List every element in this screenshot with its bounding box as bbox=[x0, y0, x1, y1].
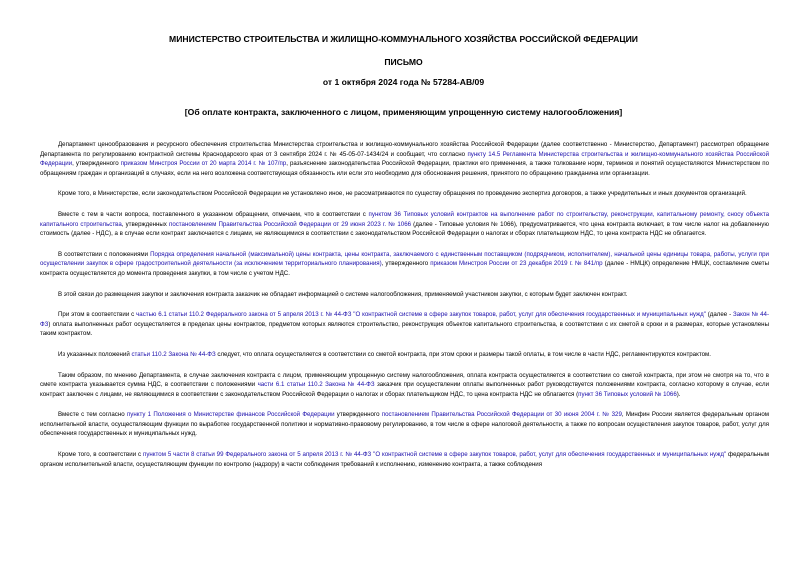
paragraph bbox=[40, 371, 769, 400]
paragraph-text: заказчик при осуществлении оплаты выполненных работ руководствуется положениями контракта, согласно которому в случае, если контракт заключен с лицами, не являющимися в соответствии с законодательством Российской Федерации о налогах и сборах плательщиком НДС, то цена контракта НДС не облагается ( bbox=[40, 381, 770, 398]
paragraph-text: Кроме того, в Министерстве, если законодательством Российской Федерации не установлено иное, не рассматриваются по существу обращения по проведению экспертиз договоров, а также учредительных и иных документов организаций. bbox=[58, 190, 747, 198]
paragraph-text: , разъяснение законодательства Российской Федерации, практики его применения, а также толкование норм, терминов и понятий осуществляются Министерством по обращениям граждан и организаций в случаях, если на него возложена соответствующая обязанность или если это необходимо для обоснования решения, принятого по обращению гражданина или организации. bbox=[40, 160, 769, 177]
paragraph-text: (далее - НМЦК) определение НМЦК, составление сметы контракта осуществляется до момента проведения закупки, в том числе с учетом НДС. bbox=[40, 260, 769, 277]
document-link[interactable]: приказом Минстроя России от 23 декабря 2019 г. № 841/пр bbox=[430, 260, 603, 268]
document-date-number: от 1 октября 2024 года № 57284-АВ/09 bbox=[322, 77, 485, 87]
document-link[interactable]: частью 6.1 статьи 110.2 Федерального закона от 5 апреля 2013 г. № 44-ФЗ "О контрактной системе в сфере закупок товаров, работ, услуг для обеспечения государственных и муниципальных нужд" bbox=[136, 311, 706, 319]
paragraph-text: (далее - Типовые условия № 1066), предусматривается, что цена контракта включает, в том числе налог на добавленную стоимость (далее - НДС), а в случае если контракт заключается с лицами, не являющимися в соответствии с законодательством Российской Федерации о налогах и сборах плательщиком НДС, то цена контракта НДС не облагается. bbox=[40, 220, 769, 238]
paragraph bbox=[40, 189, 769, 199]
paragraph-text: В соответствии с положениями bbox=[58, 250, 151, 258]
document-link[interactable]: постановлением Правительства Российской Федерации от 29 июня 2023 г. № 1066 bbox=[169, 220, 412, 228]
document-type: ПИСЬМО bbox=[384, 57, 423, 67]
paragraph-text: , утвержденного bbox=[72, 160, 121, 168]
paragraph-text: ) оплата выполненных работ осуществляется в пределах цены контрактов, предметом которых являются строительство, реконструкция объектов капитального строительства, в соответствии с их сметой в сроки и в размерах, которые установлены таким контрактом. bbox=[40, 320, 769, 338]
paragraph bbox=[40, 290, 769, 300]
document-link[interactable]: пунктом 36 Типовых условий контрактов на выполнение работ по строительству, реконструкции, капитальному ремонту, сносу объекта капитального строительства bbox=[40, 210, 769, 228]
document-link[interactable]: пункту 1 Положения о Министерстве финансов Российской Федерации bbox=[126, 411, 335, 419]
document-link[interactable]: Закон № 44-ФЗ bbox=[40, 311, 770, 328]
paragraph-text: федеральным органом исполнительной власти, осуществляющим функции по контролю (надзору) в части соблюдения требований к исполнению, изменению контракта, а также соблюдения bbox=[40, 451, 769, 468]
document-link[interactable]: постановлением Правительства Российской Федерации от 30 июня 2004 г. № 329 bbox=[381, 411, 622, 419]
paragraph bbox=[40, 310, 769, 339]
paragraph-text: , утвержденного bbox=[381, 260, 431, 268]
paragraph-text: следует, что оплата осуществляется в соответствии со сметой контракта, при этом сроки и размеры такой оплаты, в том числе в части НДС, регламентируются контрактом. bbox=[215, 350, 711, 358]
paragraph-text: утвержденного bbox=[334, 411, 382, 419]
paragraph bbox=[40, 350, 769, 360]
paragraph-text: (далее - bbox=[705, 311, 733, 319]
document-link[interactable]: пункт 36 Типовых условий № 1066 bbox=[578, 390, 677, 398]
document-link[interactable]: приказом Минстроя России от 20 марта 2014 г. № 107/пр bbox=[120, 160, 287, 168]
paragraph-text: , Минфин России является федеральным органом исполнительной власти, осуществляющим функции по выработке государственной политики и нормативно-правовому регулированию, в том числе в сфере налоговой деятельности, а также по вопросам осуществления закупок товаров, работ, услуг для обеспечения государственных и муниципальных нужд. bbox=[40, 411, 769, 438]
paragraph bbox=[40, 250, 769, 279]
document-link[interactable]: пунктом 5 части 8 статьи 99 Федерального закона от 5 апреля 2013 г. № 44-ФЗ "О контрактной системе в сфере закупок товаров, работ, услуг для обеспечения государственных и муниципальных нужд" bbox=[143, 451, 727, 459]
document-link[interactable]: пункту 14.5 Регламента Министерства строительства и жилищно-коммунального хозяйства Российской Федерации bbox=[40, 150, 769, 168]
paragraph-text: Таким образом, по мнению Департамента, в случае заключения контракта с лицом, применяющим упрощенную систему налогообложения, оплата контракта осуществляется в соответствии со сметой контракта, при этом не смотря на то, что в смете контракта указывается сумма НДС, в соответствии с положениями bbox=[40, 371, 769, 389]
paragraph-text: Вместе с тем в части вопроса, поставленного в указанном обращении, отмечаем, что в соответствии с bbox=[58, 210, 369, 218]
document-link[interactable]: части 6.1 статьи 110.2 Закона № 44-ФЗ bbox=[257, 381, 375, 389]
paragraph-text: В этой связи до размещения закупки и заключения контракта заказчик не обладает информацией о системе налогообложения, применяемой участником закупки, с которым будет заключен контракт. bbox=[58, 290, 628, 298]
paragraph-text: Вместе с тем согласно bbox=[58, 411, 127, 419]
paragraph bbox=[40, 450, 769, 469]
document-subject: [Об оплате контракта, заключенного с лицом, применяющим упрощенную систему налогообложения] bbox=[184, 107, 623, 117]
ministry-title: МИНИСТЕРСТВО СТРОИТЕЛЬСТВА И ЖИЛИЩНО-КОММУНАЛЬНОГО ХОЗЯЙСТВА РОССИЙСКОЙ ФЕДЕРАЦИИ bbox=[169, 34, 638, 44]
document-link[interactable]: статьи 110.2 Закона № 44-ФЗ bbox=[131, 350, 216, 358]
paragraph bbox=[40, 140, 769, 178]
paragraph bbox=[40, 410, 769, 439]
paragraph bbox=[40, 210, 769, 239]
paragraph-text: Департамент ценообразования и ресурсного обеспечения строительства Министерства строительства и жилищно-коммунального хозяйства Российской Федерации (далее соответственно - Министерство, Департамент) рассмотрел обращение Департамента по регулированию контрактной системы Краснодарского края от 3 сентября 2024 г. № 45-05-07-1434/24 и сообщает, что согласно bbox=[40, 141, 769, 158]
paragraph-text: Кроме того, в соответствии с bbox=[58, 451, 144, 459]
paragraph-text: При этом в соответствии с bbox=[58, 311, 137, 319]
paragraph-text: Из указанных положений bbox=[58, 350, 132, 358]
paragraph-text: ). bbox=[676, 390, 681, 398]
document-link[interactable]: Порядка определения начальной (максимальной) цены контракта, цены контракта, заключаемого с единственным поставщиком (подрядчиком, исполнителем), начальной цены единицы товара, работы, услуги при осуществлении закупок в сфере градостроительной деятельности (за исключением территориального планирования) bbox=[40, 250, 769, 268]
document-body bbox=[40, 140, 769, 480]
paragraph-text: , утвержденных bbox=[121, 220, 169, 228]
